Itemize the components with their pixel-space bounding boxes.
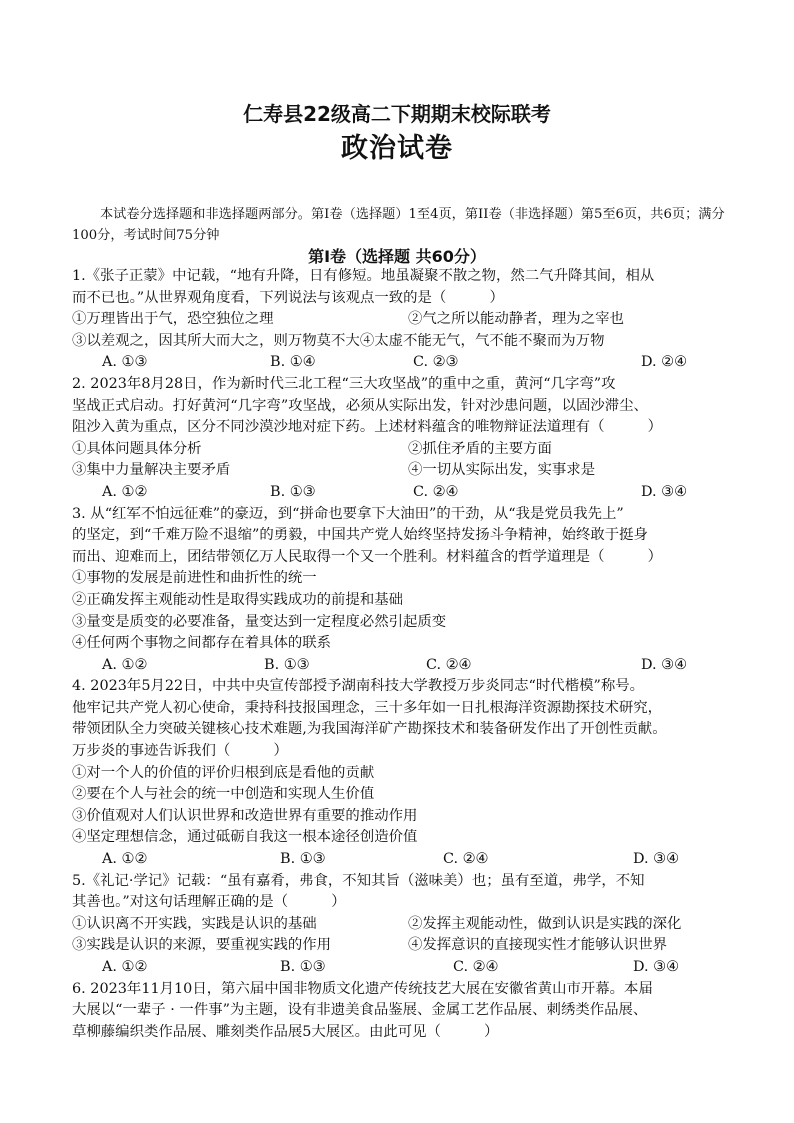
choice-d: D. ③④ [633, 851, 679, 868]
question-stem: 而不已也。”从世界观角度看，下列说法与该观点一致的是（ ） [72, 289, 504, 306]
answer-choices [72, 352, 732, 374]
question-6 [72, 979, 732, 1044]
question-stem: 其善也。”对这句话理解正确的是（ ） [72, 894, 346, 911]
choice-b: B. ①③ [280, 959, 326, 975]
choice-d: D. ②④ [641, 354, 687, 371]
statement-option: ②正确发挥主观能动性是取得实践成功的前提和基础 [72, 591, 403, 608]
exam-subject: 政治试卷 [341, 133, 453, 164]
choice-c: C. ②④ [453, 959, 499, 975]
question-stem: 1.《张子正蒙》中记载，“地有升降，日有修短。地虽凝聚不散之物，然二气升降其间，相从 [72, 268, 655, 284]
choice-c: C. ②④ [426, 656, 472, 673]
choice-a: A. ①② [102, 656, 148, 673]
question-1 [72, 266, 732, 374]
question-2 [72, 374, 732, 504]
question-stem: 阻沙入黄为重点，区分不同沙漠沙地对症下药。上述材料蕴含的唯物辩证法道理有（ ） [72, 419, 663, 436]
statement-option: ④坚定理想信念，通过砥砺自我这一根本途径创造价值 [72, 829, 418, 846]
question-stem: 他牢记共产党人初心使命，秉持科技报国理念，三十多年如一日扎根海洋资源勘探技术研究， [72, 699, 663, 716]
statement-option: ④一切从实际出发，实事求是 [408, 462, 596, 479]
answer-choices [72, 482, 732, 504]
choice-b: B. ①③ [264, 656, 310, 673]
answer-choices [72, 655, 732, 677]
statement-option: ②抓住矛盾的主要方面 [408, 440, 552, 457]
statement-option: ①事物的发展是前进性和曲折性的统一 [72, 570, 317, 587]
question-3 [72, 504, 732, 677]
choice-b: B. ①③ [270, 483, 316, 500]
question-stem: 坚战正式启动。打好黄河“几字弯”攻坚战，必须从实际出发，针对沙患问题，以固沙滞尘、 [72, 397, 648, 414]
choice-c: C. ②④ [443, 851, 489, 868]
statement-option: ①具体问题具体分析 [72, 440, 202, 457]
statement-option: ③以差观之，因其所大而大之，则万物莫不大④太虚不能无气，气不能不聚而为万物 [72, 332, 605, 349]
answer-choices [72, 957, 732, 979]
choice-a: A. ①③ [102, 354, 148, 371]
statement-option: ①对一个人的价值的评价归根到底是看他的贡献 [72, 764, 375, 781]
choice-a: A. ①② [102, 851, 148, 868]
statement-option: ①认识离不开实践，实践是认识的基础 [72, 915, 317, 932]
question-stem: 而出、迎难而上，团结带领亿万人民取得一个又一个胜利。材料蕴含的哲学道理是（ ） [72, 548, 663, 565]
choice-d: D. ③④ [641, 656, 687, 673]
statement-option: ③量变是质变的必要准备，量变达到一定程度必然引起质变 [72, 613, 447, 630]
choice-d: D. ③④ [641, 483, 687, 500]
statement-option: ①万理皆出于气，恐空独位之理 [72, 311, 274, 328]
statement-option: ②气之所以能动静者，理为之宰也 [408, 311, 624, 328]
statement-option: ②要在个人与社会的统一中创造和实现人生价值 [72, 786, 375, 803]
exam-instructions: 本试卷分选择题和非选择题两部分。第I卷（选择题）1至4页，第II卷（非选择题）第5至6页，共6页；满分100分，考试时间75分钟 [72, 207, 725, 243]
question-stem: 5.《礼记·学记》记载：“虽有嘉肴，弗食，不知其旨（滋味美）也；虽有至道，弗学，不知 [72, 872, 645, 889]
question-5 [72, 871, 732, 979]
choice-b: B. ①④ [270, 354, 316, 371]
statement-option: ③集中力量解决主要矛盾 [72, 462, 231, 479]
choice-c: C. ②④ [413, 483, 459, 500]
question-stem: 万步炎的事迹告诉我们（ ） [72, 743, 288, 760]
choice-a: A. ①② [102, 483, 148, 500]
question-stem: 的坚定，到“千难万险不退缩”的勇毅，中国共产党人始终坚持发扬斗争精神，始终敢于挺身 [72, 527, 648, 544]
choice-d: D. ③④ [633, 959, 679, 975]
statement-option: ④任何两个事物之间都存在着具体的联系 [72, 635, 332, 652]
statement-option: ③实践是认识的来源，要重视实践的作用 [72, 937, 332, 954]
choice-c: C. ②③ [413, 354, 459, 371]
statement-option: ②发挥主观能动性，做到认识是实践的深化 [408, 915, 682, 932]
statement-option: ③价值观对人们认识世界和改造世界有重要的推动作用 [72, 807, 418, 824]
question-stem: 带领团队全力突破关键核心技术难题,为我国海洋矿产勘探技术和装备研发作出了开创性贡献。 [72, 721, 667, 738]
answer-choices [72, 849, 732, 871]
exam-title: 仁寿县22级高二下期期末校际联考 [243, 102, 551, 126]
section-title: 第I卷（选择题 共60分） [308, 247, 486, 266]
question-stem: 4. 2023年5月22日，中共中央宣传部授予湖南科技大学教授万步炎同志“时代楷模”称号。 [72, 678, 645, 695]
question-stem: 草柳藤编织类作品展、雕刻类作品展5大展区。由此可见（ ） [72, 1023, 499, 1040]
statement-option: ④发挥意识的直接现实性才能够认识世界 [408, 937, 668, 954]
question-list [72, 266, 732, 1043]
question-stem: 3. 从“红军不怕远征难”的豪迈，到“拼命也要拿下大油田”的干劲，从“我是党员我先上” [72, 505, 624, 522]
question-stem: 2. 2023年8月28日，作为新时代三北工程“三大攻坚战”的重中之重，黄河“几字弯”攻 [72, 375, 616, 392]
question-stem: 大展以“一辈子 · 一件事”为主题，设有非遗美食品鉴展、金属工艺作品展、刺绣类作品展、 [72, 1002, 648, 1019]
question-4 [72, 676, 732, 870]
choice-a: A. ①② [102, 959, 148, 975]
question-stem: 6. 2023年11月10日，第六届中国非物质文化遗产传统技艺大展在安徽省黄山市开幕。本届 [72, 980, 653, 997]
choice-b: B. ①③ [280, 851, 326, 868]
